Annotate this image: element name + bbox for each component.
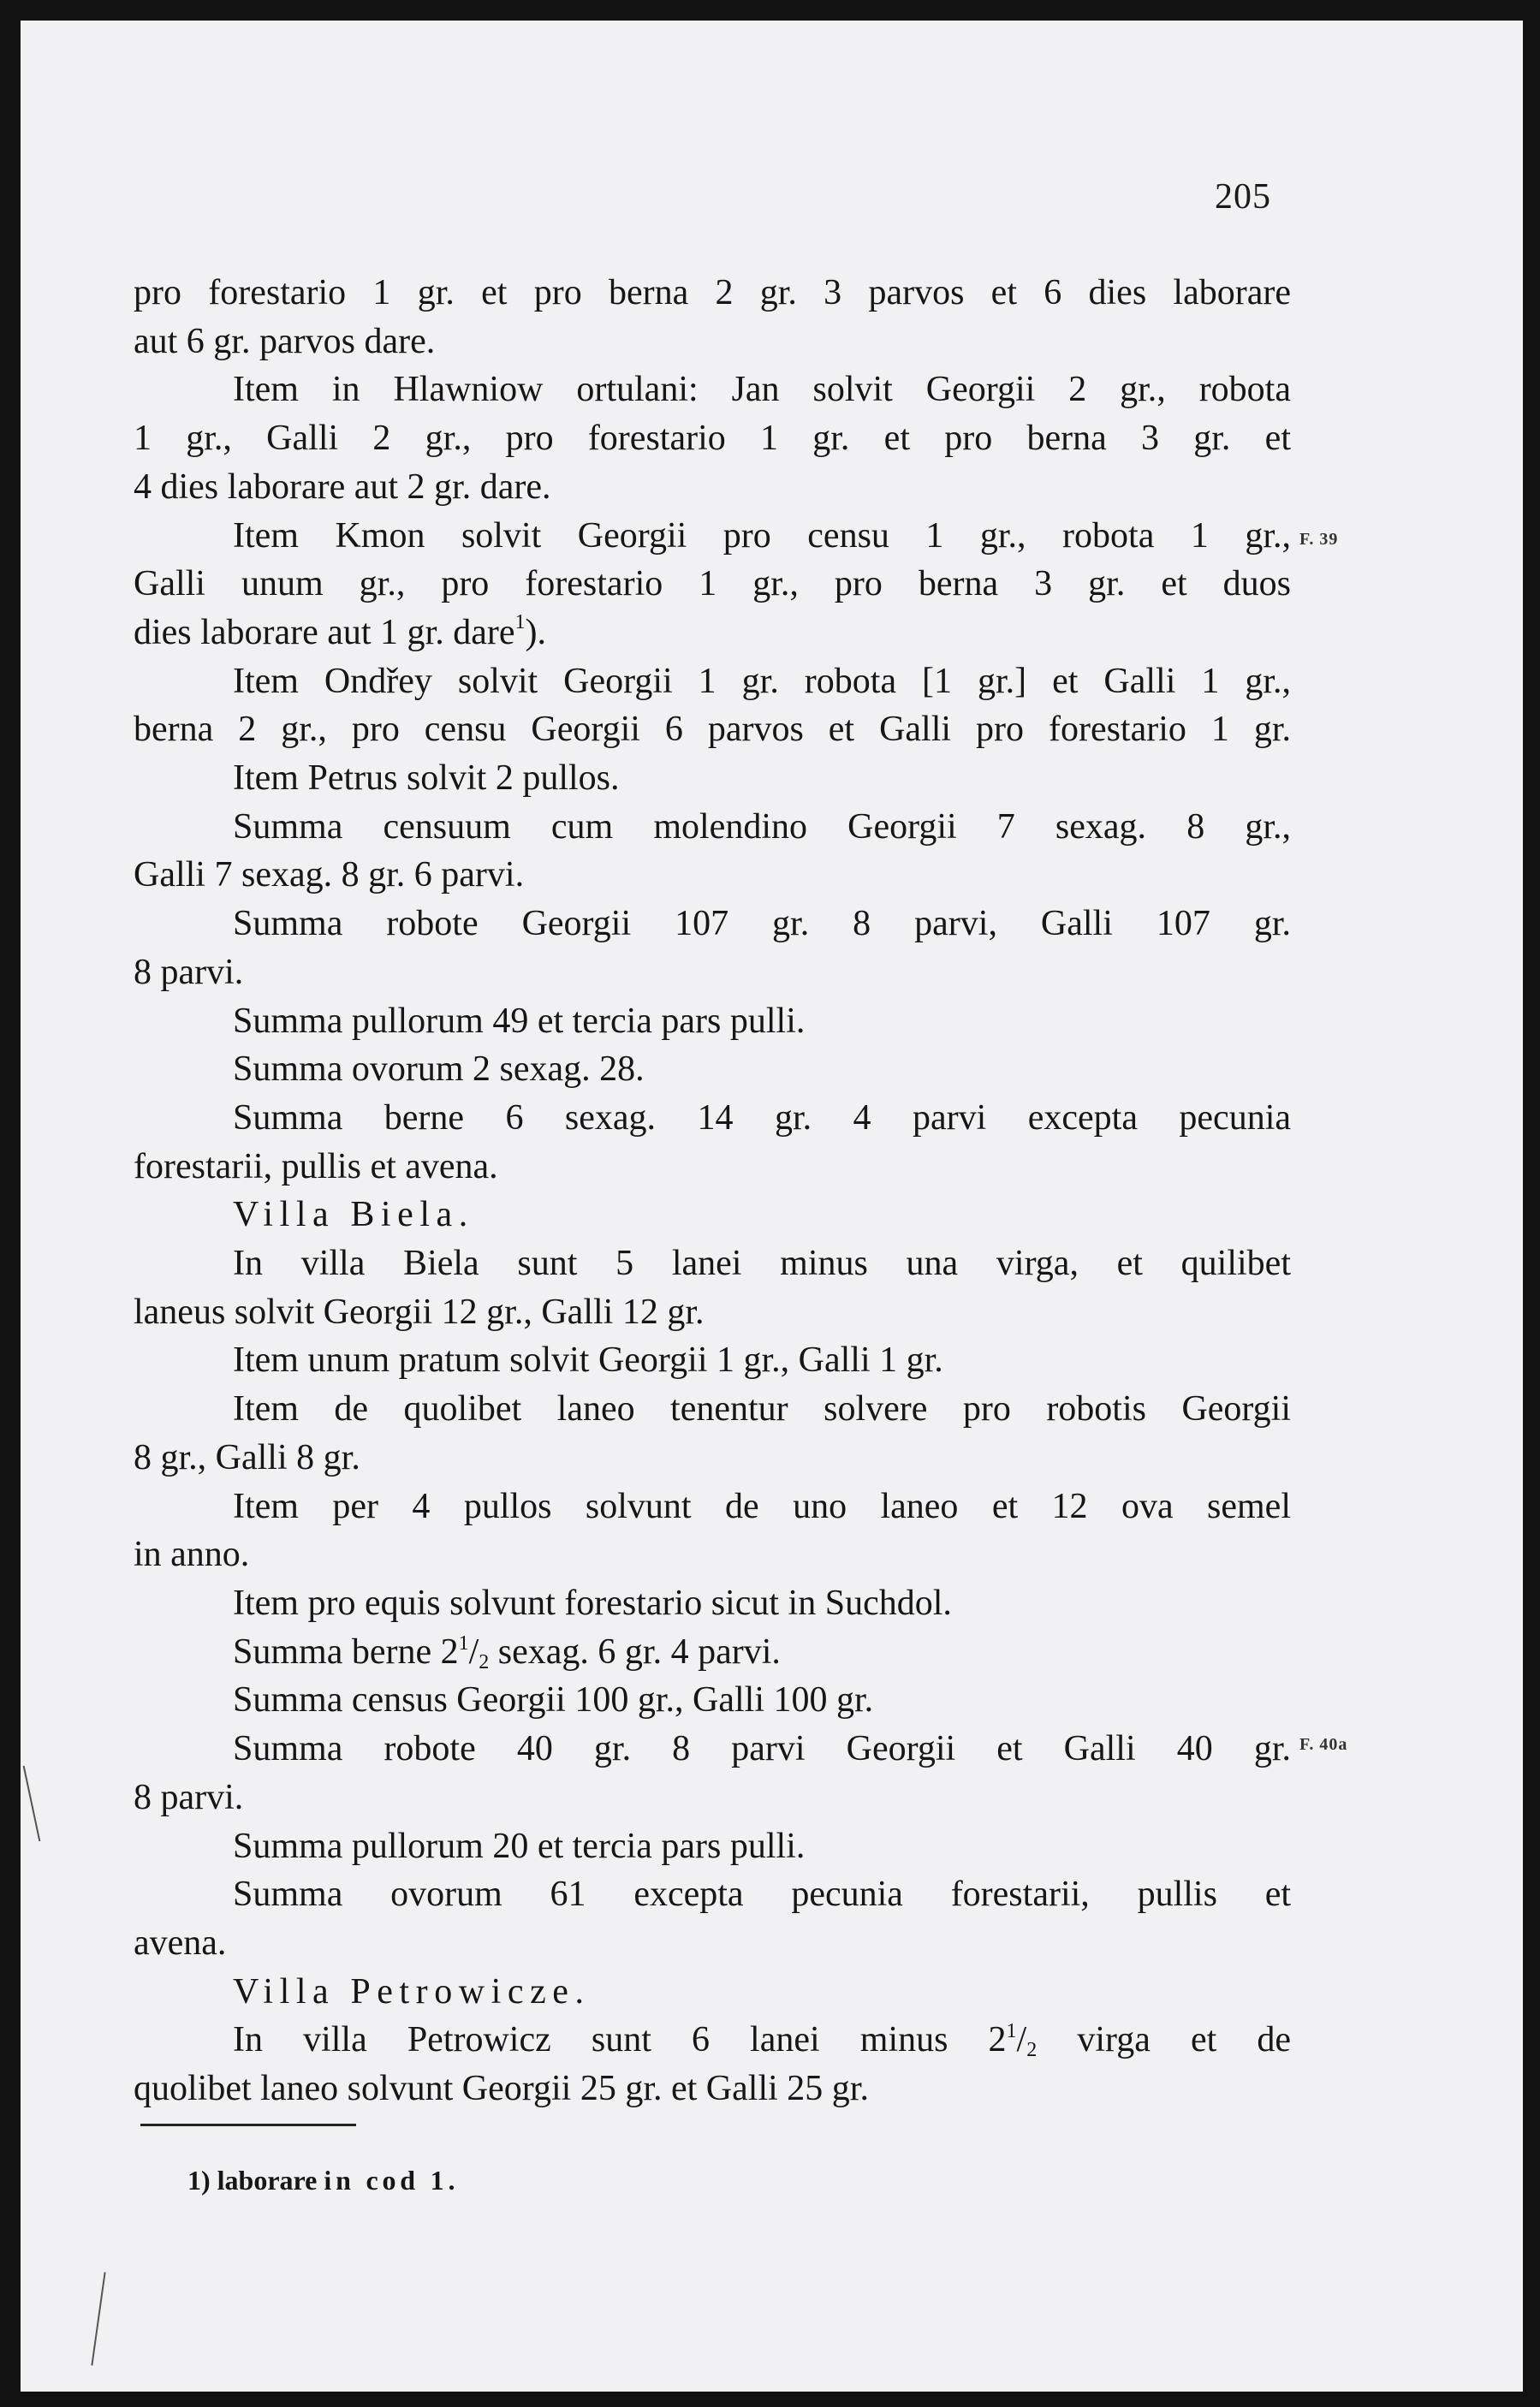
text-line: pro forestario 1 gr. et pro berna 2 gr. 3 parvos et 6 dies laborare bbox=[134, 273, 1291, 312]
margin-note-folio: F. 40a bbox=[1299, 1735, 1348, 1754]
document-page bbox=[21, 21, 1523, 2392]
text-line: Galli 7 sexag. 8 gr. 6 parvi. bbox=[134, 855, 525, 895]
footnote-ref: 1 bbox=[514, 610, 526, 633]
text-line bbox=[134, 2016, 1291, 2065]
text-line: Item Petrus solvit 2 pullos. bbox=[233, 758, 620, 799]
text-line: avena. bbox=[134, 1923, 227, 1963]
text-line: Item pro equis solvunt forestario sicut in Suchdol. bbox=[233, 1583, 952, 1623]
text-line: 8 parvi. bbox=[134, 952, 244, 992]
text-line: Item Ondřey solvit Georgii 1 gr. robota [1 gr.] et Galli 1 gr., bbox=[233, 661, 1291, 701]
text-line: In villa Biela sunt 5 lanei minus una virga, et quilibet bbox=[233, 1244, 1291, 1284]
text-line: 8 gr., Galli 8 gr. bbox=[134, 1437, 360, 1477]
section-heading: Villa Petrowicze. bbox=[233, 1971, 591, 2012]
text-line: Item per 4 pullos solvunt de uno laneo et 12 ova semel bbox=[233, 1486, 1291, 1526]
text-line: Item Kmon solvit Georgii pro censu 1 gr., robota 1 gr., bbox=[233, 515, 1291, 556]
text-line: Summa ovorum 61 excepta pecunia forestarii, pullis et bbox=[233, 1875, 1291, 1915]
text-line: 8 parvi. bbox=[134, 1777, 244, 1817]
fraction-denominator: 2 bbox=[1026, 2039, 1038, 2062]
text-line bbox=[134, 609, 1291, 657]
text-span: ). bbox=[525, 612, 546, 652]
body-text bbox=[134, 269, 1291, 2113]
margin-note-folio: F. 39 bbox=[1299, 530, 1339, 549]
text-line: Summa pullorum 20 et tercia pars pulli. bbox=[233, 1826, 806, 1866]
fraction-numerator: 1 bbox=[458, 1631, 469, 1655]
text-line: Item de quolibet laneo tenentur solvere pro robotis Georgii bbox=[233, 1389, 1291, 1429]
text-line: berna 2 gr., pro censu Georgii 6 parvos et Galli pro forestario 1 gr. bbox=[134, 710, 1291, 750]
text-span: dies laborare aut 1 gr. dare bbox=[134, 612, 515, 652]
text-line: quolibet laneo solvunt Georgii 25 gr. et Galli 25 gr. bbox=[134, 2069, 869, 2109]
text-line: Summa robote 40 gr. 8 parvi Georgii et Galli 40 gr. bbox=[233, 1729, 1291, 1769]
text-line: Summa ovorum 2 sexag. 28. bbox=[233, 1049, 645, 1090]
text-line: 4 dies laborare aut 2 gr. dare. bbox=[134, 467, 551, 507]
text-line: Summa censuum cum molendino Georgii 7 sexag. 8 gr., bbox=[233, 806, 1291, 847]
text-line: Item in Hlawniow ortulani: Jan solvit Georgii 2 gr., robota bbox=[233, 370, 1291, 410]
text-line: Item unum pratum solvit Georgii 1 gr., Galli 1 gr. bbox=[233, 1340, 943, 1381]
text-line: Summa pullorum 49 et tercia pars pulli. bbox=[233, 1001, 806, 1041]
footnote-text: laborare bbox=[217, 2165, 318, 2196]
fraction: $^1/_2$ bbox=[1006, 2020, 1038, 2062]
fraction-numerator: 1 bbox=[1006, 2020, 1017, 2043]
text-line: 1 gr., Galli 2 gr., pro forestario 1 gr. et pro berna 3 gr. et bbox=[134, 419, 1291, 459]
text-span: In villa Petrowicz sunt 6 lanei minus 2 bbox=[233, 2020, 1007, 2060]
text-line: in anno. bbox=[134, 1535, 250, 1575]
text-span: sexag. 6 gr. 4 parvi. bbox=[489, 1631, 781, 1672]
text-line: aut 6 gr. parvos dare. bbox=[134, 321, 436, 361]
text-line: laneus solvit Georgii 12 gr., Galli 12 gr. bbox=[134, 1292, 705, 1332]
footnote-rule bbox=[140, 2124, 356, 2126]
section-heading: Villa Biela. bbox=[233, 1195, 474, 1235]
fraction-denominator: 2 bbox=[479, 1650, 490, 1673]
text-line: Galli unum gr., pro forestario 1 gr., pro berna 3 gr. et duos bbox=[134, 564, 1291, 604]
text-line: Summa robote Georgii 107 gr. 8 parvi, Galli 107 gr. bbox=[233, 904, 1291, 944]
text-span: virga et de bbox=[1037, 2020, 1291, 2060]
footnote bbox=[187, 2165, 459, 2196]
text-line bbox=[134, 1628, 1291, 1677]
page-number: 205 bbox=[1215, 177, 1271, 217]
footnote-text-spaced: in cod 1. bbox=[324, 2165, 460, 2196]
scan-mark bbox=[23, 1766, 41, 1841]
fraction: $^1/_2$ bbox=[458, 1631, 490, 1673]
text-span: Summa berne 2 bbox=[233, 1631, 459, 1672]
text-line: Summa census Georgii 100 gr., Galli 100 gr. bbox=[233, 1680, 874, 1721]
scan-mark bbox=[91, 2272, 105, 2365]
text-line: forestarii, pullis et avena. bbox=[134, 1146, 498, 1186]
text-line: Summa berne 6 sexag. 14 gr. 4 parvi excepta pecunia bbox=[233, 1097, 1291, 1138]
footnote-marker: 1) bbox=[187, 2165, 211, 2196]
